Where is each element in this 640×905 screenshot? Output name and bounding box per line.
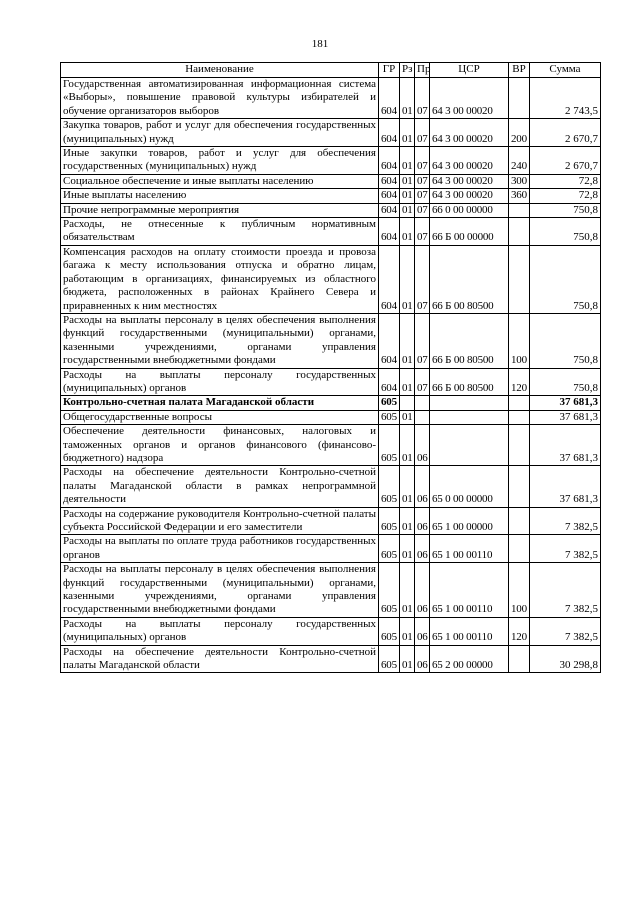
header-csr: ЦСР bbox=[430, 63, 509, 78]
table-row bbox=[61, 203, 601, 217]
cell-vr: 100 bbox=[509, 563, 530, 618]
cell-sum: 750,8 bbox=[530, 368, 601, 396]
cell-vr bbox=[509, 78, 530, 119]
cell-pr: 06 bbox=[415, 645, 430, 673]
cell-rz: 01 bbox=[400, 617, 415, 645]
cell-gr: 605 bbox=[379, 535, 400, 563]
cell-vr bbox=[509, 396, 530, 410]
cell-vr bbox=[509, 203, 530, 217]
cell-rz: 01 bbox=[400, 189, 415, 203]
cell-name: Иные выплаты населению bbox=[61, 189, 379, 203]
cell-sum: 37 681,3 bbox=[530, 410, 601, 424]
budget-table bbox=[60, 62, 601, 673]
cell-vr bbox=[509, 218, 530, 246]
cell-sum: 72,8 bbox=[530, 189, 601, 203]
cell-sum: 2 743,5 bbox=[530, 78, 601, 119]
cell-gr: 604 bbox=[379, 147, 400, 175]
header-vr: ВР bbox=[509, 63, 530, 78]
cell-sum: 72,8 bbox=[530, 174, 601, 188]
cell-csr: 66 Б 00 80500 bbox=[430, 245, 509, 313]
cell-csr: 65 0 00 00000 bbox=[430, 466, 509, 507]
cell-sum: 30 298,8 bbox=[530, 645, 601, 673]
cell-name: Социальное обеспечение и иные выплаты населению bbox=[61, 174, 379, 188]
cell-name: Расходы на содержание руководителя Контрольно-счетной палаты субъекта Российской Федерации и его заместители bbox=[61, 507, 379, 535]
cell-vr bbox=[509, 410, 530, 424]
cell-gr: 604 bbox=[379, 368, 400, 396]
header-name: Наименование bbox=[61, 63, 379, 78]
header-sum: Сумма bbox=[530, 63, 601, 78]
cell-gr: 605 bbox=[379, 507, 400, 535]
cell-pr: 06 bbox=[415, 507, 430, 535]
cell-name: Расходы на выплаты персоналу государственных (муниципальных) органов bbox=[61, 368, 379, 396]
cell-name: Закупка товаров, работ и услуг для обеспечения государственных (муниципальных) нужд bbox=[61, 119, 379, 147]
cell-csr: 65 1 00 00110 bbox=[430, 563, 509, 618]
cell-csr: 65 2 00 00000 bbox=[430, 645, 509, 673]
cell-csr: 64 3 00 00020 bbox=[430, 78, 509, 119]
cell-gr: 604 bbox=[379, 313, 400, 368]
cell-rz: 01 bbox=[400, 507, 415, 535]
table-row bbox=[61, 218, 601, 246]
cell-rz: 01 bbox=[400, 645, 415, 673]
cell-name: Расходы на выплаты по оплате труда работников государственных органов bbox=[61, 535, 379, 563]
cell-pr: 06 bbox=[415, 535, 430, 563]
cell-gr: 605 bbox=[379, 617, 400, 645]
cell-rz: 01 bbox=[400, 119, 415, 147]
cell-vr: 120 bbox=[509, 368, 530, 396]
cell-vr bbox=[509, 245, 530, 313]
cell-gr: 604 bbox=[379, 245, 400, 313]
cell-pr: 07 bbox=[415, 203, 430, 217]
cell-name: Государственная автоматизированная информационная система «Выборы», повышение правовой культуры избирателей и обучение организаторов выборов bbox=[61, 78, 379, 119]
table-row bbox=[61, 78, 601, 119]
cell-rz: 01 bbox=[400, 218, 415, 246]
cell-gr: 604 bbox=[379, 218, 400, 246]
cell-gr: 605 bbox=[379, 396, 400, 410]
cell-rz: 01 bbox=[400, 147, 415, 175]
cell-pr: 07 bbox=[415, 368, 430, 396]
table-row bbox=[61, 507, 601, 535]
cell-name: Общегосударственные вопросы bbox=[61, 410, 379, 424]
table-row bbox=[61, 147, 601, 175]
cell-sum: 2 670,7 bbox=[530, 147, 601, 175]
table-row bbox=[61, 466, 601, 507]
cell-name: Прочие непрограммные мероприятия bbox=[61, 203, 379, 217]
cell-csr: 65 1 00 00000 bbox=[430, 507, 509, 535]
cell-name: Контрольно-счетная палата Магаданской области bbox=[61, 396, 379, 410]
cell-name: Компенсация расходов на оплату стоимости проезда и провоза багажа к месту использования отпуска и обратно лицам, работающим в организациях, финансируемых из областного бюджета, расположенных в районах Крайнего Севера и приравненных к ним местностях bbox=[61, 245, 379, 313]
cell-sum: 37 681,3 bbox=[530, 425, 601, 466]
cell-vr: 240 bbox=[509, 147, 530, 175]
cell-csr: 66 Б 00 00000 bbox=[430, 218, 509, 246]
cell-gr: 604 bbox=[379, 174, 400, 188]
cell-rz: 01 bbox=[400, 78, 415, 119]
cell-pr: 07 bbox=[415, 78, 430, 119]
cell-rz: 01 bbox=[400, 425, 415, 466]
table-row bbox=[61, 368, 601, 396]
cell-rz: 01 bbox=[400, 563, 415, 618]
table-body bbox=[61, 78, 601, 673]
cell-csr bbox=[430, 410, 509, 424]
cell-gr: 605 bbox=[379, 410, 400, 424]
cell-name: Расходы на выплаты персоналу в целях обеспечения выполнения функций государственными (муниципальными) органами, казенными учреждениями, органами управления государственными внебюджетными фондами bbox=[61, 313, 379, 368]
cell-sum: 37 681,3 bbox=[530, 466, 601, 507]
table-row bbox=[61, 189, 601, 203]
cell-gr: 604 bbox=[379, 78, 400, 119]
cell-csr: 66 Б 00 80500 bbox=[430, 368, 509, 396]
table-row bbox=[61, 174, 601, 188]
cell-gr: 605 bbox=[379, 466, 400, 507]
table-row bbox=[61, 410, 601, 424]
cell-name: Иные закупки товаров, работ и услуг для обеспечения государственных (муниципальных) нужд bbox=[61, 147, 379, 175]
cell-pr: 07 bbox=[415, 218, 430, 246]
cell-name: Обеспечение деятельности финансовых, налоговых и таможенных органов и органов финансового (финансово-бюджетного) надзора bbox=[61, 425, 379, 466]
cell-name: Расходы на выплаты персоналу государственных (муниципальных) органов bbox=[61, 617, 379, 645]
header-pr: Пр bbox=[415, 63, 430, 78]
cell-rz: 01 bbox=[400, 245, 415, 313]
cell-vr: 120 bbox=[509, 617, 530, 645]
cell-pr: 06 bbox=[415, 425, 430, 466]
cell-pr: 07 bbox=[415, 119, 430, 147]
cell-sum: 750,8 bbox=[530, 203, 601, 217]
cell-vr: 300 bbox=[509, 174, 530, 188]
cell-gr: 605 bbox=[379, 425, 400, 466]
header-gr: ГР bbox=[379, 63, 400, 78]
cell-vr bbox=[509, 466, 530, 507]
cell-rz: 01 bbox=[400, 313, 415, 368]
cell-csr: 64 3 00 00020 bbox=[430, 189, 509, 203]
cell-csr: 66 Б 00 80500 bbox=[430, 313, 509, 368]
cell-rz: 01 bbox=[400, 368, 415, 396]
cell-rz bbox=[400, 396, 415, 410]
cell-sum: 750,8 bbox=[530, 245, 601, 313]
cell-gr: 604 bbox=[379, 203, 400, 217]
cell-sum: 2 670,7 bbox=[530, 119, 601, 147]
cell-gr: 605 bbox=[379, 563, 400, 618]
cell-name: Расходы на обеспечение деятельности Контрольно-счетной палаты Магаданской области bbox=[61, 645, 379, 673]
page-number: 181 bbox=[311, 38, 329, 50]
cell-vr bbox=[509, 507, 530, 535]
cell-vr: 100 bbox=[509, 313, 530, 368]
cell-sum: 7 382,5 bbox=[530, 507, 601, 535]
cell-pr: 07 bbox=[415, 147, 430, 175]
cell-rz: 01 bbox=[400, 466, 415, 507]
cell-name: Расходы, не отнесенные к публичным нормативным обязательствам bbox=[61, 218, 379, 246]
cell-name: Расходы на обеспечение деятельности Контрольно-счетной палаты Магаданской области в рамках непрограммной деятельности bbox=[61, 466, 379, 507]
cell-rz: 01 bbox=[400, 535, 415, 563]
table-row bbox=[61, 563, 601, 618]
cell-pr: 06 bbox=[415, 466, 430, 507]
cell-vr bbox=[509, 645, 530, 673]
cell-pr bbox=[415, 396, 430, 410]
cell-rz: 01 bbox=[400, 410, 415, 424]
cell-csr bbox=[430, 396, 509, 410]
cell-csr: 66 0 00 00000 bbox=[430, 203, 509, 217]
cell-vr: 360 bbox=[509, 189, 530, 203]
cell-sum: 7 382,5 bbox=[530, 563, 601, 618]
cell-csr: 64 3 00 00020 bbox=[430, 119, 509, 147]
header-rz: Рз bbox=[400, 63, 415, 78]
cell-vr: 200 bbox=[509, 119, 530, 147]
cell-gr: 604 bbox=[379, 119, 400, 147]
cell-pr: 07 bbox=[415, 245, 430, 313]
cell-rz: 01 bbox=[400, 203, 415, 217]
cell-pr: 06 bbox=[415, 617, 430, 645]
cell-pr: 06 bbox=[415, 563, 430, 618]
cell-vr bbox=[509, 425, 530, 466]
cell-csr: 64 3 00 00020 bbox=[430, 174, 509, 188]
cell-sum: 750,8 bbox=[530, 313, 601, 368]
cell-pr: 07 bbox=[415, 189, 430, 203]
cell-csr: 65 1 00 00110 bbox=[430, 617, 509, 645]
table-row bbox=[61, 535, 601, 563]
cell-pr: 07 bbox=[415, 313, 430, 368]
cell-csr bbox=[430, 425, 509, 466]
cell-vr bbox=[509, 535, 530, 563]
cell-sum: 37 681,3 bbox=[530, 396, 601, 410]
table-row bbox=[61, 313, 601, 368]
table-row bbox=[61, 119, 601, 147]
table-header-row bbox=[61, 63, 601, 78]
cell-rz: 01 bbox=[400, 174, 415, 188]
cell-pr bbox=[415, 410, 430, 424]
table-row bbox=[61, 245, 601, 313]
cell-sum: 7 382,5 bbox=[530, 617, 601, 645]
table-row bbox=[61, 396, 601, 410]
cell-name: Расходы на выплаты персоналу в целях обеспечения выполнения функций государственными (муниципальными) органами, казенными учреждениями, органами управления государственными внебюджетными фондами bbox=[61, 563, 379, 618]
cell-sum: 7 382,5 bbox=[530, 535, 601, 563]
table-row bbox=[61, 425, 601, 466]
cell-csr: 65 1 00 00110 bbox=[430, 535, 509, 563]
table-row bbox=[61, 645, 601, 673]
cell-gr: 605 bbox=[379, 645, 400, 673]
cell-sum: 750,8 bbox=[530, 218, 601, 246]
table-row bbox=[61, 617, 601, 645]
cell-pr: 07 bbox=[415, 174, 430, 188]
cell-gr: 604 bbox=[379, 189, 400, 203]
cell-csr: 64 3 00 00020 bbox=[430, 147, 509, 175]
